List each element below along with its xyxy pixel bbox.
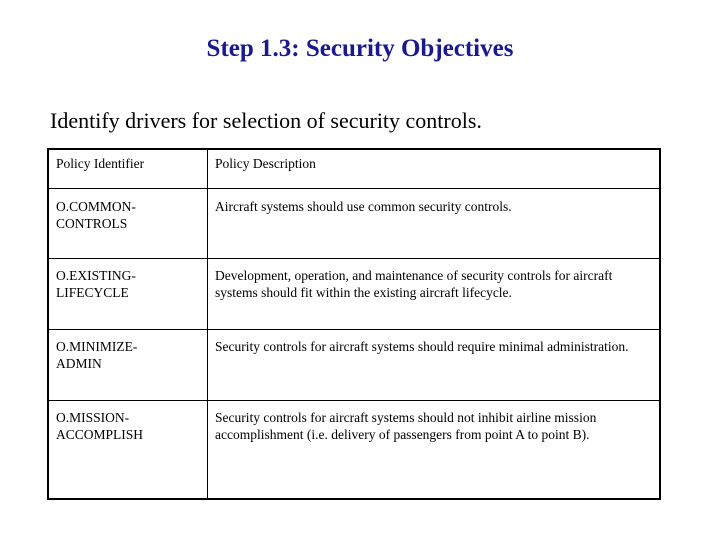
policy-identifier-line: LIFECYCLE (56, 285, 129, 300)
policy-identifier-cell (48, 401, 208, 500)
slide-subtitle: Identify drivers for selection of security controls. (50, 108, 482, 133)
policy-description-cell: Security controls for aircraft systems should not inhibit airline mission accomplishment (i.e. delivery of passengers from point A to point B). (208, 401, 661, 500)
policy-identifier-line: ACCOMPLISH (56, 427, 144, 442)
policy-table (47, 148, 661, 500)
policy-identifier-line: O.COMMON- (56, 199, 136, 214)
policy-identifier-line: O.MISSION- (56, 410, 130, 425)
policy-identifier-line: ADMIN (56, 356, 102, 371)
policy-identifier-line: O.EXISTING- (56, 268, 136, 283)
header-policy-identifier: Policy Identifier (48, 149, 208, 189)
table-row (48, 189, 660, 259)
table-row (48, 259, 660, 330)
policy-description-cell: Security controls for aircraft systems should require minimal administration. (208, 330, 661, 401)
policy-identifier-cell (48, 330, 208, 401)
table-row (48, 330, 660, 401)
header-policy-description: Policy Description (208, 149, 661, 189)
slide-title: Step 1.3: Security Objectives (206, 35, 514, 62)
table-header-row (48, 149, 660, 189)
policy-description-cell: Aircraft systems should use common security controls. (208, 189, 661, 259)
policy-identifier-cell (48, 189, 208, 259)
table-row (48, 401, 660, 500)
policy-identifier-cell (48, 259, 208, 330)
policy-identifier-line: CONTROLS (56, 216, 128, 231)
policy-description-cell: Development, operation, and maintenance of security controls for aircraft systems should fit within the existing aircraft lifecycle. (208, 259, 661, 330)
policy-identifier-line: O.MINIMIZE- (56, 339, 138, 354)
